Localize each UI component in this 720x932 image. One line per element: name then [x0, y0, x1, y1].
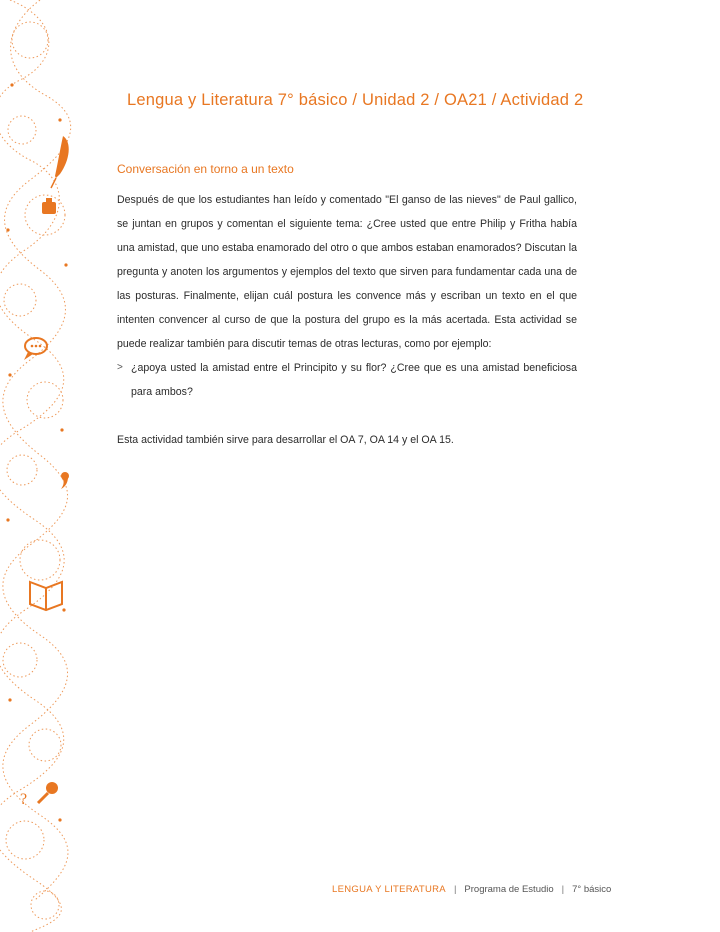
list-item [117, 356, 577, 404]
bullet-text: ¿apoya usted la amistad entre el Principito y su flor? ¿Cree que es una amistad beneficiosa para ambos? [131, 362, 577, 398]
footer-subject: LENGUA Y LITERATURA [332, 884, 446, 895]
page-footer [332, 884, 611, 895]
footer-separator: | [561, 884, 565, 895]
section-title: Conversación en torno a un texto [117, 162, 294, 176]
footer-grade: 7° básico [572, 884, 612, 895]
svg-text:?: ? [20, 791, 28, 808]
bullet-marker: > [117, 362, 123, 373]
activity-body [117, 188, 577, 452]
question-mark-icon [20, 791, 27, 808]
footer-separator: | [453, 884, 457, 895]
open-book-icon [30, 582, 62, 610]
closing-note: Esta actividad también sirve para desarrollar el OA 7, OA 14 y el OA 15. [117, 434, 454, 446]
speech-bubble-icon [24, 338, 47, 360]
microphone-icon [38, 782, 58, 803]
margin-decoration [0, 0, 80, 932]
footer-program: Programa de Estudio [464, 884, 554, 895]
inkwell-icon [42, 198, 56, 214]
page-title: Lengua y Literatura 7° básico / Unidad 2 / OA21 / Actividad 2 [127, 91, 584, 109]
comma-icon [61, 472, 69, 489]
activity-paragraph: Después de que los estudiantes han leído y comentado "El ganso de las nieves" de Paul gallico, se juntan en grupos y comentan el siguiente tema: ¿Cree usted que entre Philip y Fritha había una amistad, que uno estaba enamorado del otro o que ambos estaban enamorados? Discutan la pregunta y anoten los argumentos y ejemplos del texto que sirven para fundamentar cada una de las posturas. Finalmente, elijan cuál postura les convence más y escriban un texto en el que intenten convencer al curso de que la postura del grupo es la más acertada. Esta actividad se puede realizar también para discutir temas de otras lecturas, como por ejemplo: [117, 194, 577, 350]
